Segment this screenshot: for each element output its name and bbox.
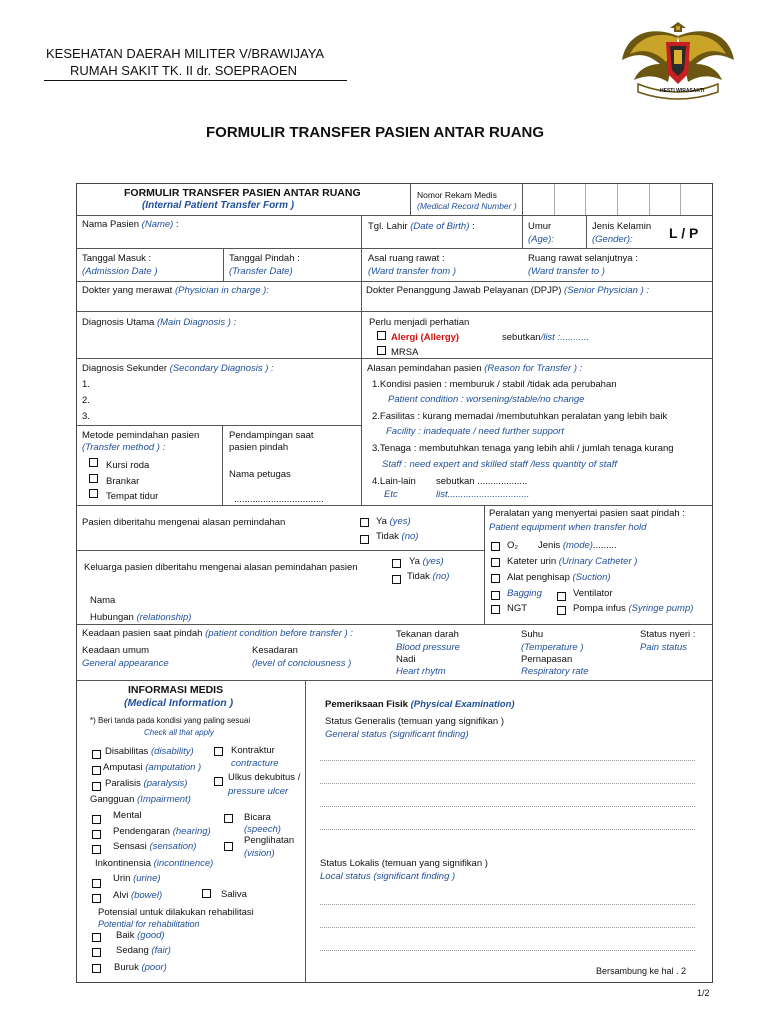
kontraktur: Kontraktur <box>231 745 275 756</box>
ngt-label: NGT <box>507 603 528 614</box>
amputasi: Amputasi (amputation ) <box>103 762 202 773</box>
metode-pemindahan: Metode pemindahan pasien <box>82 430 200 441</box>
kateter-label: Kateter urin (Urinary Catheter ) <box>507 556 638 567</box>
buruk-checkbox[interactable] <box>92 964 101 973</box>
baik-checkbox[interactable] <box>92 933 101 942</box>
page-title: FORMULIR TRANSFER PASIEN ANTAR RUANG <box>206 124 545 141</box>
hubungan: Hubungan (relationship) <box>90 612 192 623</box>
status-nyeri-en: Pain status <box>640 642 687 653</box>
alergi-label: Alergi (Allergy) <box>391 332 460 343</box>
kontraktur-en: contracture <box>231 758 279 769</box>
amputasi-checkbox[interactable] <box>92 766 101 775</box>
mental: Mental <box>113 810 142 821</box>
status-lokalis-en: Local status (significant finding ) <box>320 871 456 882</box>
tempat-tidur-checkbox[interactable] <box>89 489 98 498</box>
penglihatan-checkbox[interactable] <box>224 842 233 851</box>
suhu: Suhu <box>521 629 544 640</box>
buruk: Buruk (poor) <box>114 962 167 973</box>
urin-checkbox[interactable] <box>92 879 101 888</box>
tempat-tidur-label: Tempat tidur <box>106 491 159 502</box>
ruang-selanjutnya: Ruang rawat selanjutnya : <box>528 253 638 264</box>
reason-1: 1.Kondisi pasien : memburuk / stabil /tidak ada perubahan <box>372 379 617 390</box>
bagging-checkbox[interactable] <box>491 591 500 600</box>
gender-options[interactable]: L / P <box>669 225 699 241</box>
kontraktur-checkbox[interactable] <box>214 747 223 756</box>
reason-4: 4.Lain-lain <box>372 476 416 487</box>
jenis-kelamin-en: (Gender): <box>592 234 633 245</box>
potensial-rehab: Potensial untuk dilakukan rehabilitasi <box>98 907 254 918</box>
pendampingan-2: pasien pindah <box>229 442 289 453</box>
keadaan-pasien: Keadaan pasien saat pindah (patient condition before transfer ) : <box>82 628 353 639</box>
info-medis: INFORMASI MEDIS <box>128 684 224 696</box>
dokter-merawat: Dokter yang merawat (Physician in charge ): <box>82 285 269 296</box>
keluarga-ya: Ya (yes) <box>409 556 444 567</box>
dx-number-2: 2. <box>82 395 90 406</box>
form-title-en: (Internal Patient Transfer Form ) <box>142 200 295 211</box>
keluarga-diberitahu: Keluarga pasien diberitahu mengenai alasan pemindahan pasien <box>84 562 358 573</box>
logo <box>618 14 738 104</box>
alvi-checkbox[interactable] <box>92 894 101 903</box>
mental-checkbox[interactable] <box>92 815 101 824</box>
rm-label-en: (Medical Record Number ) <box>417 201 517 211</box>
status-lokalis: Status Lokalis (temuan yang signifikan ) <box>320 858 488 869</box>
tanggal-masuk: Tanggal Masuk : <box>82 253 152 264</box>
reason-4-list: list............................... <box>436 489 530 500</box>
kateter-checkbox[interactable] <box>491 558 500 567</box>
kursi-roda-checkbox[interactable] <box>89 458 98 467</box>
pemeriksaan-fisik: Pemeriksaan Fisik (Physical Examination) <box>325 699 515 710</box>
tekanan-darah: Tekanan darah <box>396 629 459 640</box>
baik: Baik (good) <box>116 930 165 941</box>
tanggal-pindah: Tanggal Pindah : <box>229 253 300 264</box>
pendampingan: Pendampingan saat <box>229 430 314 441</box>
ventilator-checkbox[interactable] <box>557 592 566 601</box>
page-number: 1/2 <box>697 988 710 998</box>
nama-petugas-dots[interactable]: .................................. <box>234 494 324 505</box>
status-generalis-en: General status (significant finding) <box>325 729 469 740</box>
bicara: Bicara <box>244 812 271 823</box>
header-line2: RUMAH SAKIT TK. II dr. SOEPRAOEN <box>70 63 298 78</box>
sedang: Sedang (fair) <box>116 945 171 956</box>
pendengaran-checkbox[interactable] <box>92 830 101 839</box>
nadi-en: Heart rhytm <box>396 666 446 677</box>
gangguan: Gangguan (Impairment) <box>90 794 191 805</box>
pernapasan: Pernapasan <box>521 654 573 665</box>
suhu-en: (Temperature ) <box>521 642 584 653</box>
reason-2: 2.Fasilitas : kurang memadai /membutuhkan peralatan yang lebih baik <box>372 411 668 422</box>
pasien-tidak-checkbox[interactable] <box>360 535 369 544</box>
reason-4-etc: Etc <box>384 489 398 500</box>
sedang-checkbox[interactable] <box>92 948 101 957</box>
sensasi: Sensasi (sensation) <box>113 841 197 852</box>
dx-number-3: 3. <box>82 411 90 422</box>
o2-label: O₂ <box>507 540 519 551</box>
pendengaran: Pendengaran (hearing) <box>113 826 211 837</box>
disabilitas: Disabilitas (disability) <box>105 746 194 757</box>
instruction-note: *) Beri tanda pada kondisi yang paling sesuai <box>90 716 251 725</box>
instruction-note-en: Check all that apply <box>144 728 214 737</box>
nadi: Nadi <box>396 654 416 665</box>
keluarga-tidak-checkbox[interactable] <box>392 575 401 584</box>
metode-pemindahan-en: (Transfer method ) : <box>82 442 166 453</box>
diagnosis-sekunder: Diagnosis Sekunder (Secondary Diagnosis ) : <box>82 363 274 374</box>
reason-1-en: Patient condition : worsening/stable/no change <box>388 394 585 405</box>
brankar-checkbox[interactable] <box>89 474 98 483</box>
bagging-label: Bagging <box>507 588 542 599</box>
nama-keluarga: Nama <box>90 595 116 606</box>
form-title: FORMULIR TRANSFER PASIEN ANTAR RUANG <box>124 187 361 199</box>
alergi-sebutkan: sebutkan/list :........... <box>502 332 590 343</box>
alasan-pemindahan: Alasan pemindahan pasien (Reason for Transfer ) : <box>367 363 583 374</box>
pompa-label: Pompa infus (Syringe pump) <box>573 603 694 614</box>
tanggal-masuk-en: (Admission Date ) <box>82 266 158 277</box>
keadaan-umum-en: General appearance <box>82 658 169 669</box>
penglihatan-en: (vision) <box>244 848 275 859</box>
mrsa-label: MRSA <box>391 347 419 358</box>
saliva: Saliva <box>221 889 247 900</box>
alat-penghisap-label: Alat penghisap (Suction) <box>507 572 611 583</box>
sensasi-checkbox[interactable] <box>92 845 101 854</box>
bicara-checkbox[interactable] <box>224 814 233 823</box>
reason-4-sebutkan: sebutkan ................... <box>436 476 528 487</box>
jenis-kelamin: Jenis Kelamin <box>592 221 652 232</box>
pasien-diberitahu: Pasien diberitahu mengenai alasan pemindahan <box>82 517 286 528</box>
pompa-checkbox[interactable] <box>557 606 566 615</box>
inkontinensia: Inkontinensia (incontinence) <box>95 858 214 869</box>
dpjp: Dokter Penanggung Jawab Pelayanan (DPJP) (Senior Physician ) : <box>366 285 650 296</box>
pernapasan-en: Respiratory rate <box>521 666 589 677</box>
reason-3: 3.Tenaga : membutuhkan tenaga yang lebih ahli / jumlah tenaga kurang <box>372 443 674 454</box>
logo-motto: HESTI WIRASAKTI <box>660 88 705 94</box>
info-medis-en: (Medical Information ) <box>124 697 234 709</box>
o2-jenis: Jenis (mode)......... <box>538 540 617 551</box>
pasien-ya-checkbox[interactable] <box>360 518 369 527</box>
ventilator-label: Ventilator <box>573 588 613 599</box>
asal-ruang: Asal ruang rawat : <box>368 253 445 264</box>
keadaan-umum: Keadaan umum <box>82 645 150 656</box>
disabilitas-checkbox[interactable] <box>92 750 101 759</box>
brankar-label: Brankar <box>106 476 140 487</box>
urin: Urin (urine) <box>113 873 161 884</box>
status-generalis: Status Generalis (temuan yang signifikan ) <box>325 716 505 727</box>
ruang-selanjutnya-en: (Ward transfer to ) <box>528 266 605 277</box>
ulkus-checkbox[interactable] <box>214 777 223 786</box>
dx-number-1: 1. <box>82 379 90 390</box>
ulkus-en: pressure ulcer <box>228 786 289 797</box>
header-underline <box>44 80 347 81</box>
ngt-checkbox[interactable] <box>491 605 500 614</box>
peralatan: Peralatan yang menyertai pasien saat pindah : <box>489 508 685 519</box>
o2-checkbox[interactable] <box>491 542 500 551</box>
bersambung: Bersambung ke hal . 2 <box>596 966 687 976</box>
pasien-ya: Ya (yes) <box>376 516 411 527</box>
umur-en: (Age): <box>528 234 554 245</box>
keluarga-ya-checkbox[interactable] <box>392 559 401 568</box>
header-line1: KESEHATAN DAERAH MILITER V/BRAWIJAYA <box>46 46 325 61</box>
kesadaran-en: (level of conciousness ) <box>252 658 352 669</box>
pasien-tidak: Tidak (no) <box>376 531 419 542</box>
bicara-en: (speech) <box>244 824 281 835</box>
tgl-lahir: Tgl. Lahir (Date of Birth) : <box>368 221 475 232</box>
ulkus: Ulkus dekubitus / <box>228 772 301 783</box>
reason-3-en: Staff : need expert and skilled staff /less quantity of staff <box>382 459 617 470</box>
potensial-rehab-en: Potential for rehabilitation <box>98 919 200 929</box>
saliva-checkbox[interactable] <box>202 889 211 898</box>
nama-pasien: Nama Pasien (Name) : <box>82 219 179 230</box>
status-nyeri: Status nyeri : <box>640 629 696 640</box>
asal-ruang-en: (Ward transfer from ) <box>368 266 456 277</box>
alat-penghisap-checkbox[interactable] <box>491 574 500 583</box>
perlu-perhatian: Perlu menjadi perhatian <box>369 317 470 328</box>
alvi: Alvi (bowel) <box>113 890 163 901</box>
diagnosis-utama: Diagnosis Utama (Main Diagnosis ) : <box>82 317 237 328</box>
paralisis: Paralisis (paralysis) <box>105 778 188 789</box>
alergi-checkbox[interactable] <box>377 331 386 340</box>
reason-2-en: Facility : inadequate / need further support <box>386 426 564 437</box>
penglihatan: Penglihatan <box>244 835 295 846</box>
kursi-roda-label: Kursi roda <box>106 460 150 471</box>
paralisis-checkbox[interactable] <box>92 782 101 791</box>
rm-boxes[interactable] <box>523 184 712 215</box>
tekanan-darah-en: Blood pressure <box>396 642 460 653</box>
keluarga-tidak: Tidak (no) <box>407 571 450 582</box>
nama-petugas: Nama petugas <box>229 469 291 480</box>
tanggal-pindah-en: (Transfer Date) <box>229 266 293 277</box>
mrsa-checkbox[interactable] <box>377 346 386 355</box>
peralatan-en: Patient equipment when transfer hold <box>489 522 647 533</box>
umur: Umur <box>528 221 552 232</box>
kesadaran: Kesadaran <box>252 645 298 656</box>
rm-label: Nomor Rekam Medis <box>417 190 497 200</box>
